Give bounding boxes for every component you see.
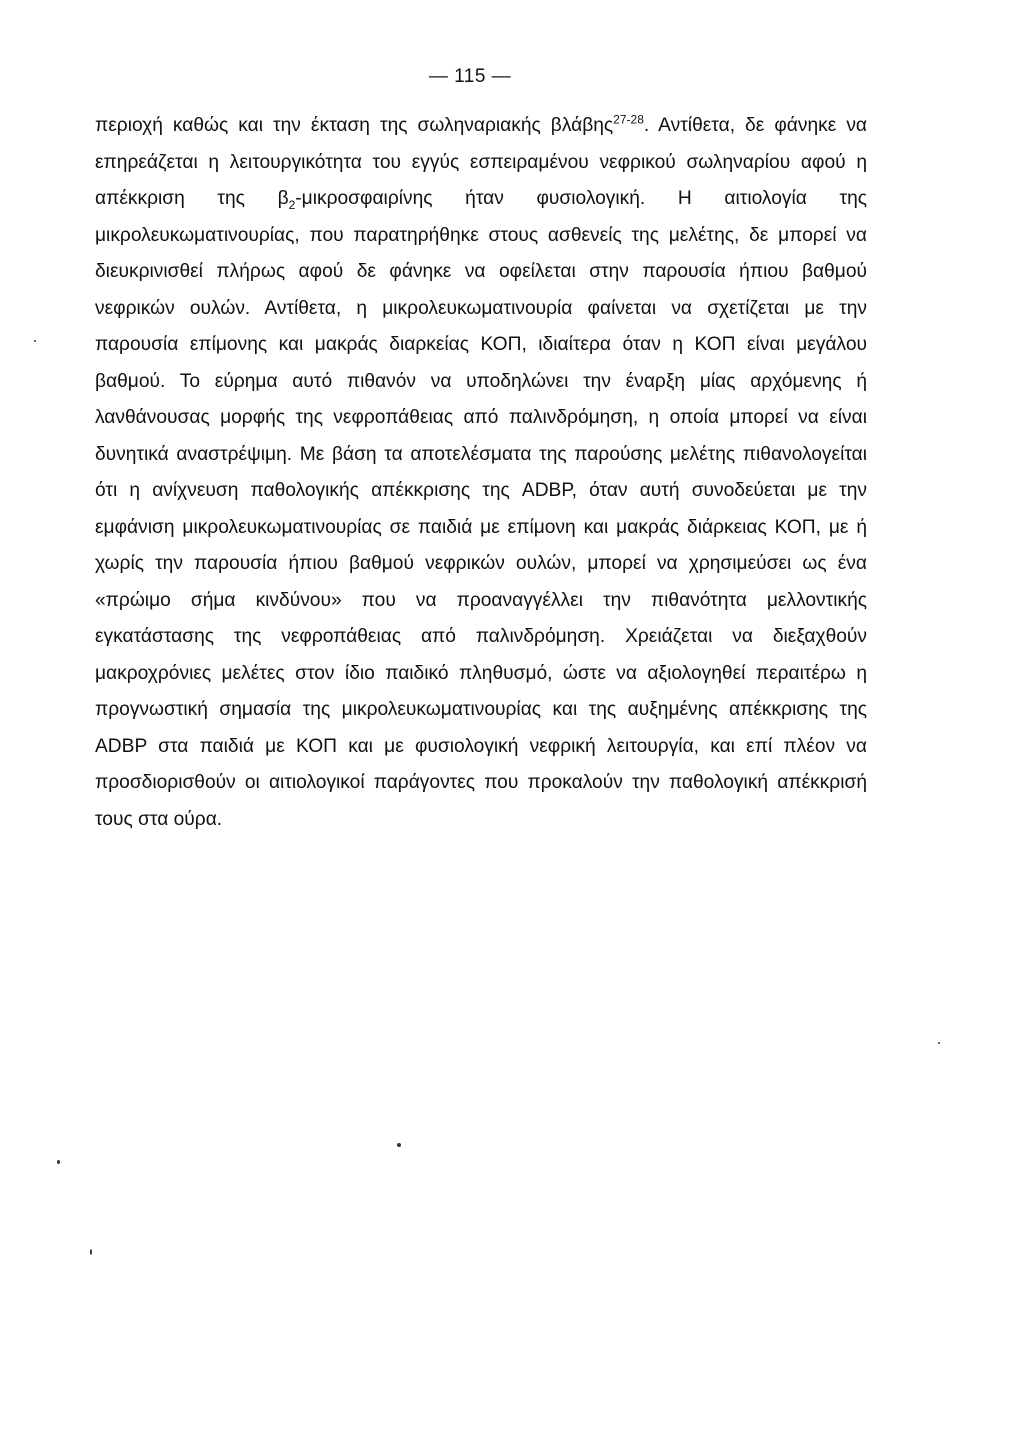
beta-subscript: 2: [288, 197, 296, 212]
scan-speck: [90, 1249, 92, 1255]
scan-speck: [397, 1143, 401, 1147]
scan-speck: [34, 340, 36, 342]
paragraph-text-part-3: -μικροσφαιρίνης ήταν φυσιολογική. Η αιτιολογία της μικρολευκωματινουρίας, που παρατηρήθηκε στους ασθενείς της μελέτης, δε μπορεί να διευκρινισθεί πλήρως αφού δε φάνηκε να οφείλεται στην παρουσία ήπιου βαθμού νεφρικών ουλών. Αντίθετα, η μικρολευκωματινουρία φαίνεται να σχετίζεται με την παρουσία επίμονης και μακράς διαρκείας ΚΟΠ, ιδιαίτερα όταν η ΚΟΠ είναι μεγάλου βαθμού. Το εύρημα αυτό πιθανόν να υποδηλώνει την έναρξη μίας αρχόμενης ή λανθάνουσας μορφής της νεφροπάθειας από παλινδρόμηση, η οποία μπορεί να είναι δυνητικά αναστρέψιμη. Με βάση τα αποτελέσματα της παρούσης μελέτης πιθανολογείται ότι η ανίχνευση παθολογικής απέκκρισης της ADBP, όταν αυτή συνοδεύεται με την εμφάνιση μικρολευκωματινουρίας σε παιδιά με επίμονη και μακράς διάρκειας ΚΟΠ, με ή χωρίς την παρουσία ήπιου βαθμού νεφρικών ουλών, μπορεί να χρησιμεύσει ως ένα «πρώιμο σήμα κινδύνου» που να προαναγγέλλει την πιθανότητα μελλοντικής εγκατάστασης της νεφροπάθειας από παλινδρόμηση. Χρειάζεται να διεξαχθούν μακροχρόνιες μελέτες στον ίδιο παιδικό πληθυσμό, ώστε να αξιολογηθεί περαιτέρω η προγνωστική σημασία της μικρολευκωματινουρίας και της αυξημένης απέκκρισης της ADBP στα παιδιά με ΚΟΠ και με φυσιολογική νεφρική λειτουργία, και επί πλέον να προσδιορισθούν οι αιτιολογικοί παράγοντες που προκαλούν την παθολογική απέκκρισή τους στα ούρα.: [95, 188, 867, 830]
paragraph-text-part-1: περιοχή καθώς και την έκταση της σωληναριακής βλάβης: [95, 115, 614, 136]
scan-speck: [938, 1042, 940, 1044]
scan-speck: [57, 1160, 60, 1164]
page-number: — 115 —: [428, 66, 512, 87]
paragraph-text-part-2: . Αντίθετα, δε φάνηκε να επηρεάζεται η λειτουργικότητα του εγγύς εσπειραμένου νεφρικού σωληναρίου αφού η απέκκριση της β: [95, 115, 867, 209]
body-paragraph: [95, 108, 867, 838]
reference-superscript: 27-28: [613, 112, 644, 127]
